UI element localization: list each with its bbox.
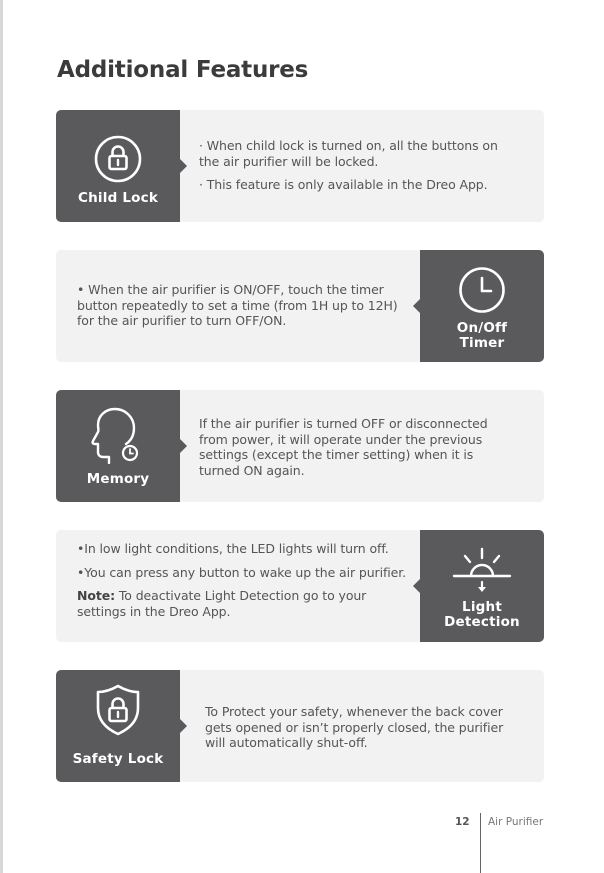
feature-icon-panel [420, 530, 544, 642]
feature-card-safety-lock [56, 670, 544, 782]
feature-icon-panel [56, 390, 180, 502]
feature-description [77, 541, 407, 619]
feature-card-on-off-timer [56, 250, 544, 362]
feature-label: Memory [86, 471, 150, 487]
feature-line: • When the air purifier is ON/OFF, touch the timer button repeatedly to set a time (from 1H up to 12H) for the air purifier to turn OFF/ON. [77, 282, 398, 328]
feature-label-line: On/Off [456, 320, 508, 336]
feature-description [205, 704, 520, 751]
feature-line: •You can press any button to wake up the air purifier. [77, 564, 406, 580]
footer-divider [480, 813, 481, 873]
feature-label-line: Light [462, 599, 502, 615]
feature-label-line: Detection [444, 614, 520, 630]
feature-label-line: Timer [459, 335, 505, 351]
note-text: To deactivate Light Detection go to your settings in the Dreo App. [77, 588, 367, 619]
feature-note [77, 588, 407, 619]
feature-label: Safety Lock [72, 751, 164, 767]
footer-product-name: Air Purifier [488, 816, 544, 828]
clock-icon [458, 266, 506, 314]
sunset-icon [451, 546, 513, 596]
feature-card-light-detection [56, 530, 544, 642]
head-clock-icon [88, 406, 148, 464]
shield-lock-icon [95, 683, 141, 737]
page-title: Additional Features [57, 57, 309, 83]
note-label: Note: [77, 588, 116, 603]
feature-card-child-lock [56, 110, 544, 222]
feature-description [77, 282, 407, 329]
feature-card-memory [56, 390, 544, 502]
page-edge-rule [0, 0, 3, 873]
feature-description [199, 416, 509, 478]
feature-line: If the air purifier is turned OFF or disconnected from power, it will operate under the previous settings (except the timer setting) when it is turned ON again. [199, 416, 488, 478]
feature-icon-panel [420, 250, 544, 362]
feature-line: •In low light conditions, the LED lights will turn off. [77, 541, 389, 556]
feature-description [199, 138, 519, 193]
feature-line: · When child lock is turned on, all the buttons on the air purifier will be locked. [199, 138, 498, 169]
feature-label: Child Lock [78, 190, 158, 206]
padlock-circle-icon [93, 134, 143, 184]
feature-line: To Protect your safety, whenever the back cover gets opened or isn’t properly closed, the purifier will automatically shut-off. [205, 704, 504, 750]
feature-icon-panel [56, 110, 180, 222]
page-number: 12 [455, 816, 470, 828]
feature-line: · This feature is only available in the Dreo App. [199, 177, 488, 192]
feature-icon-panel [56, 670, 180, 782]
